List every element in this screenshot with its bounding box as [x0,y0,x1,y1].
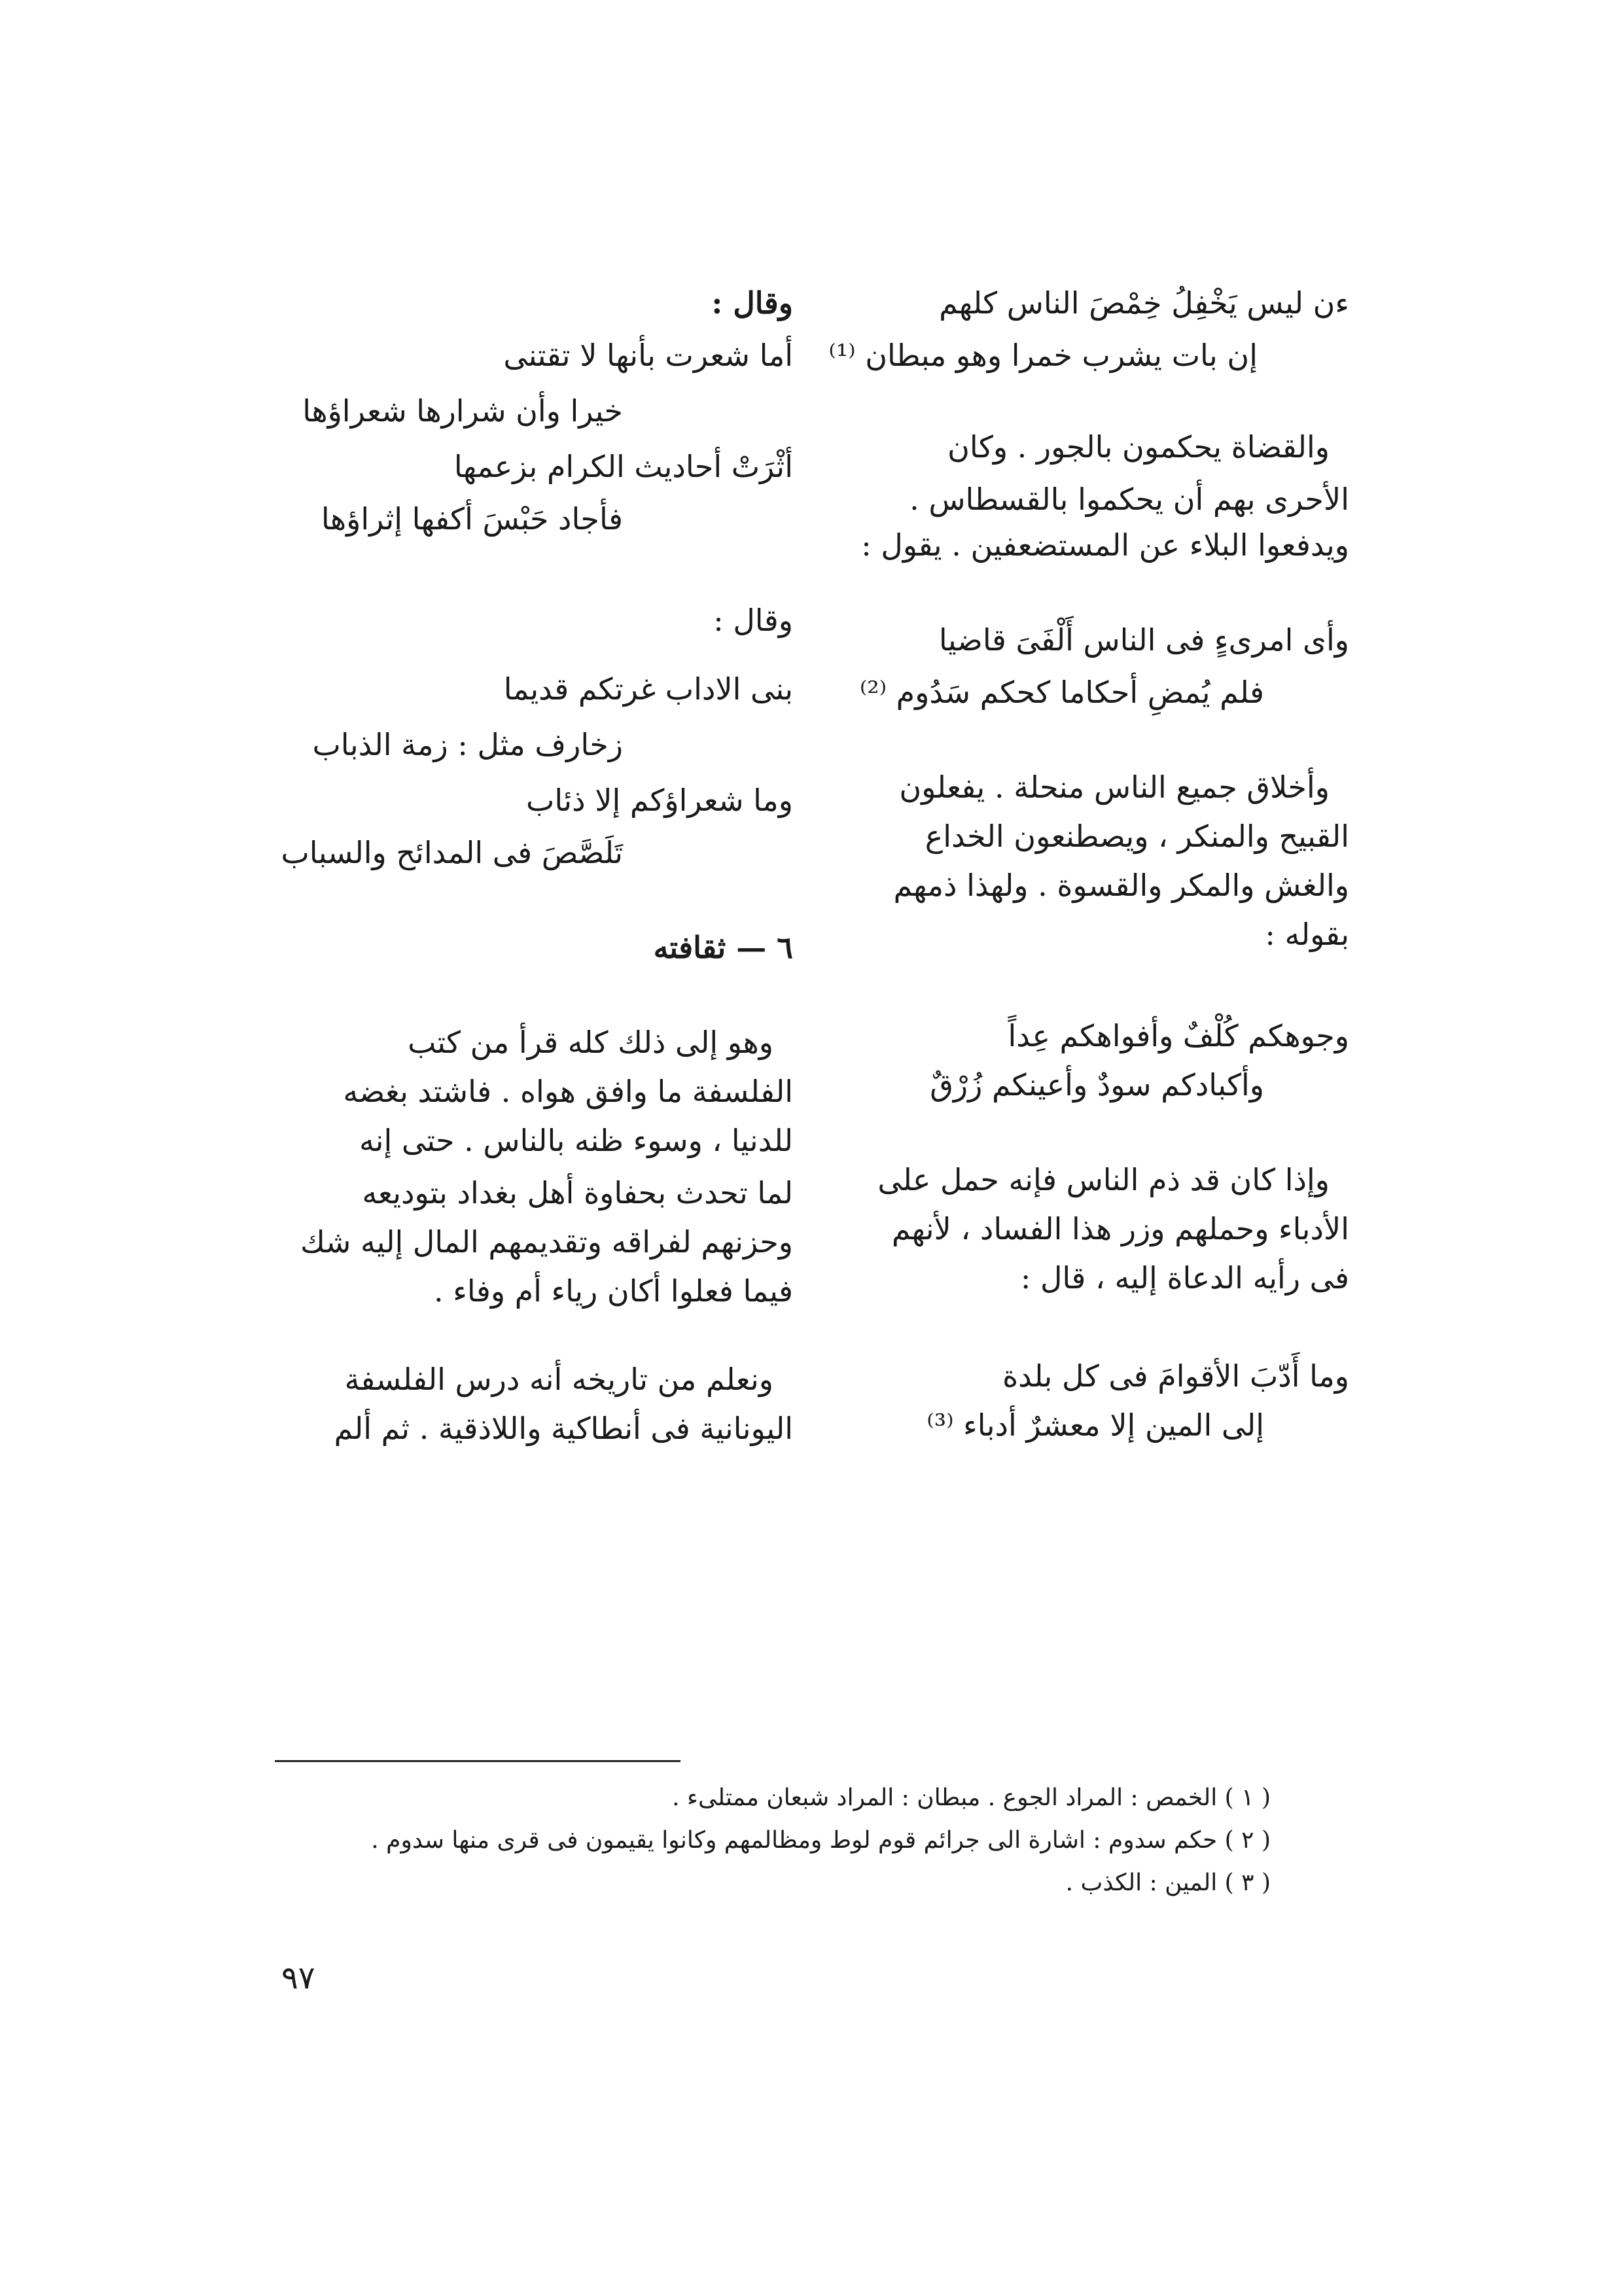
paragraph-line: فى رأيه الدعاة إليه ، قال : [1020,1260,1349,1296]
verse-line: أما شعرت بأنها لا تقتنى [503,338,793,373]
verse-line: زخارف مثل : زمة الذباب [312,727,623,762]
paragraph-line: للدنيا ، وسوء ظنه بالناس . حتى إنه [359,1123,793,1158]
paragraph-line: فيما فعلوا أكان رياء أم وفاء . [433,1273,793,1309]
verse-line: خيرا وأن شرارها شعراؤها [302,393,623,429]
paragraph-line: وأخلاق جميع الناس منحلة . يفعلون [899,769,1330,805]
paragraph-line: وهو إلى ذلك كله قرأ من كتب [408,1025,773,1060]
verse-line: ءن ليس يَخْفِلُ خِمْصَ الناس كلهم [939,285,1349,321]
paragraph-line: وإذا كان قد ذم الناس فإنه حمل على [877,1162,1330,1197]
paragraph-line: ونعلم من تاريخه أنه درس الفلسفة [344,1362,773,1397]
paragraph-line: والقضاة يحكمون بالجور . وكان [947,429,1330,465]
footnote-1: ( ١ ) الخمص : المراد الجوع . مبطان : المراد شبعان ممتلىء . [672,1784,1271,1811]
paragraph-line: الأحرى بهم أن يحكموا بالقسطاس . [909,482,1349,517]
verse-line: إلى المين إلا معشرٌ أدباء ⁽³⁾ [927,1407,1264,1443]
verse-line: وأكبادكم سودٌ وأعينكم زُرْقٌ [930,1067,1264,1103]
verse-line: إن بات يشرب خمرا وهو مبطان ⁽¹⁾ [828,338,1258,373]
verse-line: أثْرَتْ أحاديث الكرام بزعمها [453,449,793,484]
paragraph-line: بقوله : [1265,917,1349,952]
verse-line: فأجاد حَبْسَ أكفها إثراؤها [321,501,623,537]
paragraph-line: لما تحدث بحفاوة أهل بغداد بتوديعه [362,1175,793,1210]
verse-intro: وقال : [711,285,793,321]
page-number: ٩٧ [281,1960,315,1996]
verse-line: وما أَدّبَ الأقوامَ فى كل بلدة [1002,1358,1349,1394]
verse-line: تَلَصَّصَ فى المدائح والسباب [281,835,623,870]
verse-line: فلم يُمضِ أحكاما كحكم سَدُوم ⁽²⁾ [859,675,1264,710]
verse-line: بنى الاداب غرتكم قديما [503,671,793,707]
verse-line: وما شعراؤكم إلا ذئاب [526,783,793,818]
paragraph-line: والغش والمكر والقسوة . ولهذا ذمهم [893,868,1349,903]
paragraph-line: القبيح والمنكر ، ويصطنعون الخداع [925,819,1349,854]
paragraph-line: الفلسفة ما وافق هواه . فاشتد بغضه [343,1074,793,1109]
footnote-2: ( ٢ ) حكم سدوم : اشارة الى جرائم قوم لوط ومظالمهم وكانوا يقيمون فى قرى منها سدوم . [371,1827,1271,1854]
paragraph-line: ويدفعوا البلاء عن المستضعفين . يقول : [861,527,1349,563]
section-heading: ٦ — ثقافته [653,930,793,965]
footnote-3: ( ٣ ) المين : الكذب . [1065,1869,1271,1896]
paragraph-line: اليونانية فى أنطاكية واللاذقية . ثم ألم [334,1411,793,1446]
paragraph-line: الأدباء وحملهم وزر هذا الفساد ، لأنهم [891,1211,1349,1246]
paragraph-line: وحزنهم لفراقه وتقديمهم المال إليه شك [300,1224,793,1260]
verse-line: وأى امرىءٍ فى الناس أَلْفَىَ قاضيا [938,622,1349,658]
verse-line: وجوهكم كُلْفٌ وأفواهكم عِداً [1008,1018,1349,1053]
footnote-divider [275,1760,680,1762]
verse-intro: وقال : [713,603,793,638]
